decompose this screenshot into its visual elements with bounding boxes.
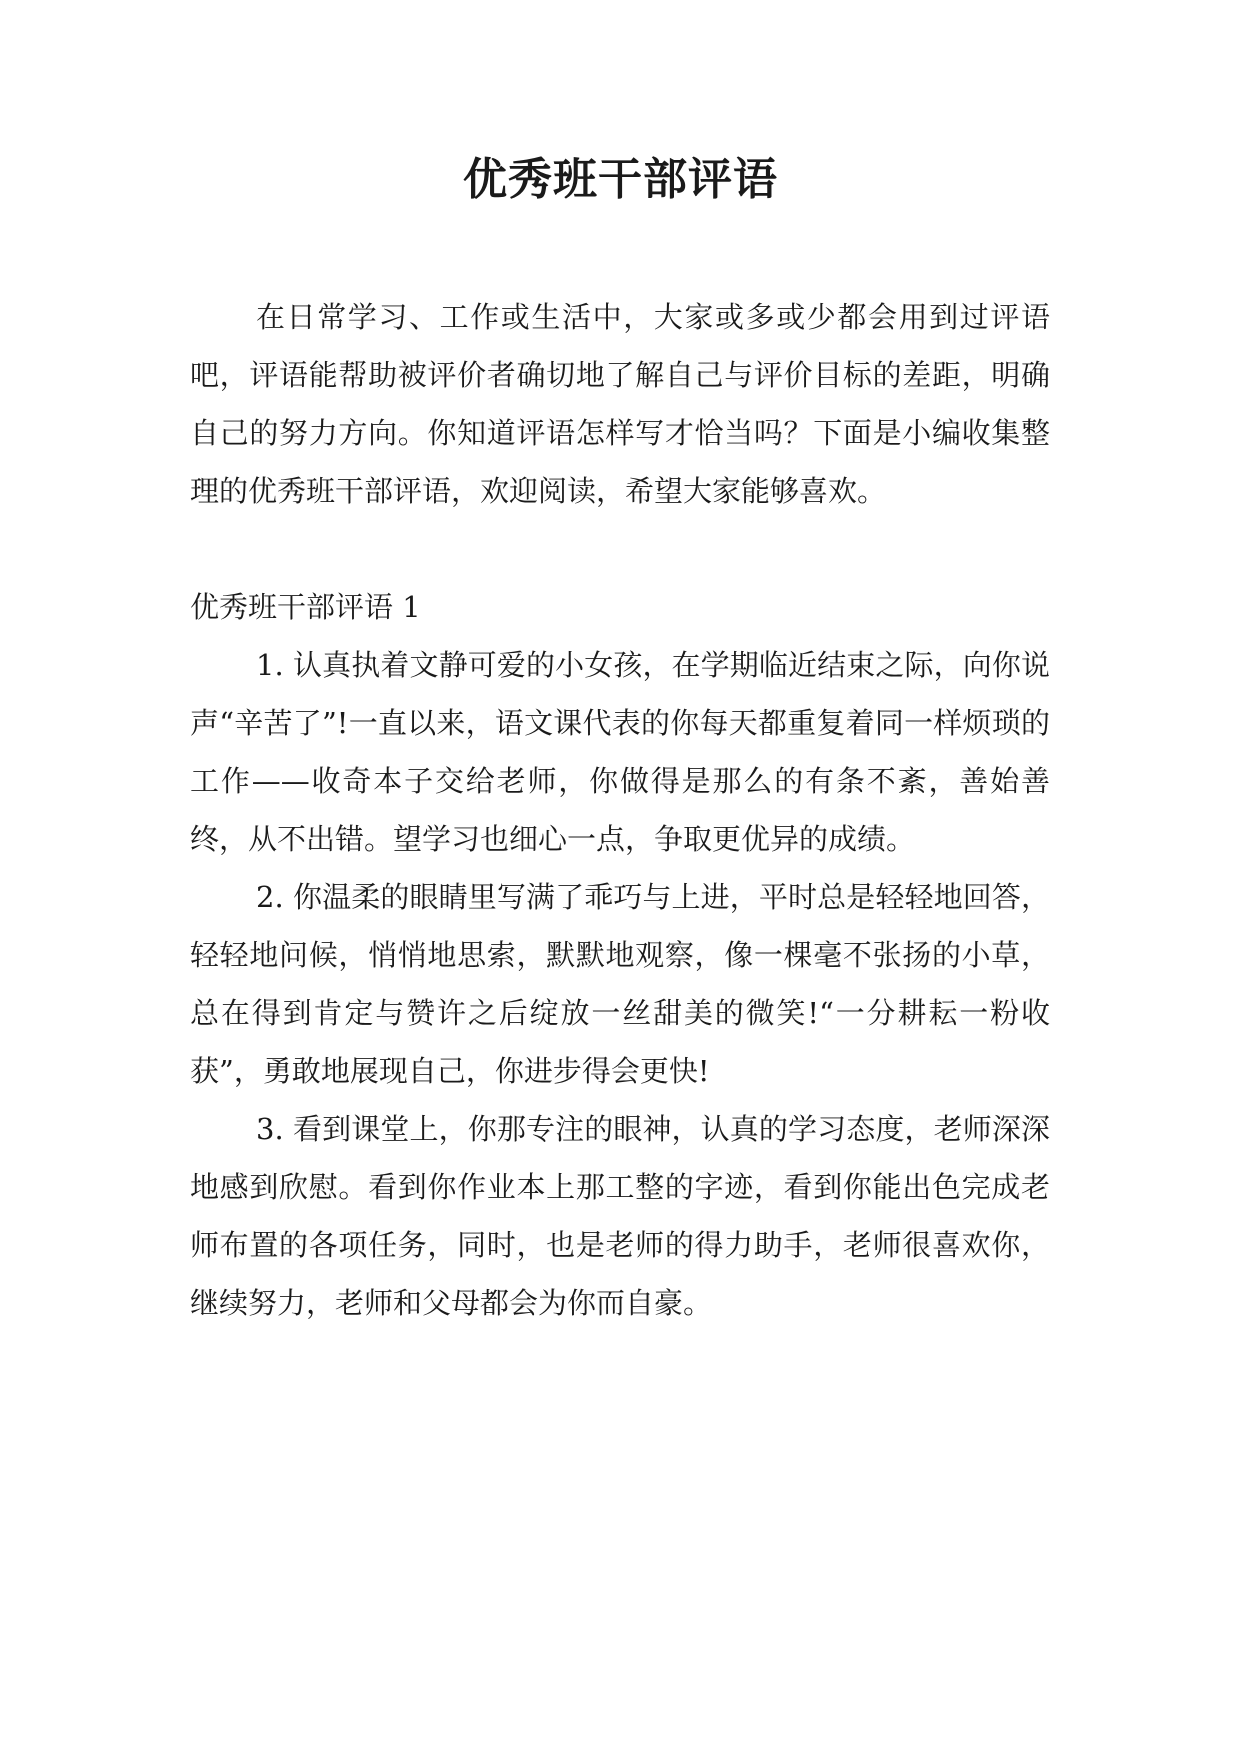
comment-item-3: 3. 看到课堂上，你那专注的眼神，认真的学习态度，老师深深地感到欣慰。看到你作业本上那工整的字迹，看到你能出色完成老师布置的各项任务，同时，也是老师的得力助手，老师很喜欢你，继续努力，老师和父母都会为你而自豪。 bbox=[190, 1112, 1050, 1320]
intro-paragraph: 在日常学习、工作或生活中，大家或多或少都会用到过评语吧，评语能帮助被评价者确切地了解自己与评价目标的差距，明确自己的努力方向。你知道评语怎样写才恰当吗？下面是小编收集整理的优秀班干部评语，欢迎阅读，希望大家能够喜欢。 bbox=[190, 300, 1050, 508]
document-body bbox=[190, 288, 1050, 1332]
comment-item-2: 2. 你温柔的眼睛里写满了乖巧与上进，平时总是轻轻地回答，轻轻地问候，悄悄地思索，默默地观察，像一棵毫不张扬的小草，总在得到肯定与赞许之后绽放一丝甜美的微笑!“一分耕耘一粉收获”，勇敢地展现自己，你进步得会更快! bbox=[190, 880, 1050, 1088]
section-heading: 优秀班干部评语 1 bbox=[190, 590, 421, 624]
comment-item-1: 1. 认真执着文静可爱的小女孩，在学期临近结束之际，向你说声“辛苦了”!一直以来，语文课代表的你每天都重复着同一样烦琐的工作——收奇本子交给老师，你做得是那么的有条不紊，善始善终，从不出错。望学习也细心一点，争取更优异的成绩。 bbox=[190, 648, 1050, 856]
document-title: 优秀班干部评语 bbox=[463, 154, 778, 205]
